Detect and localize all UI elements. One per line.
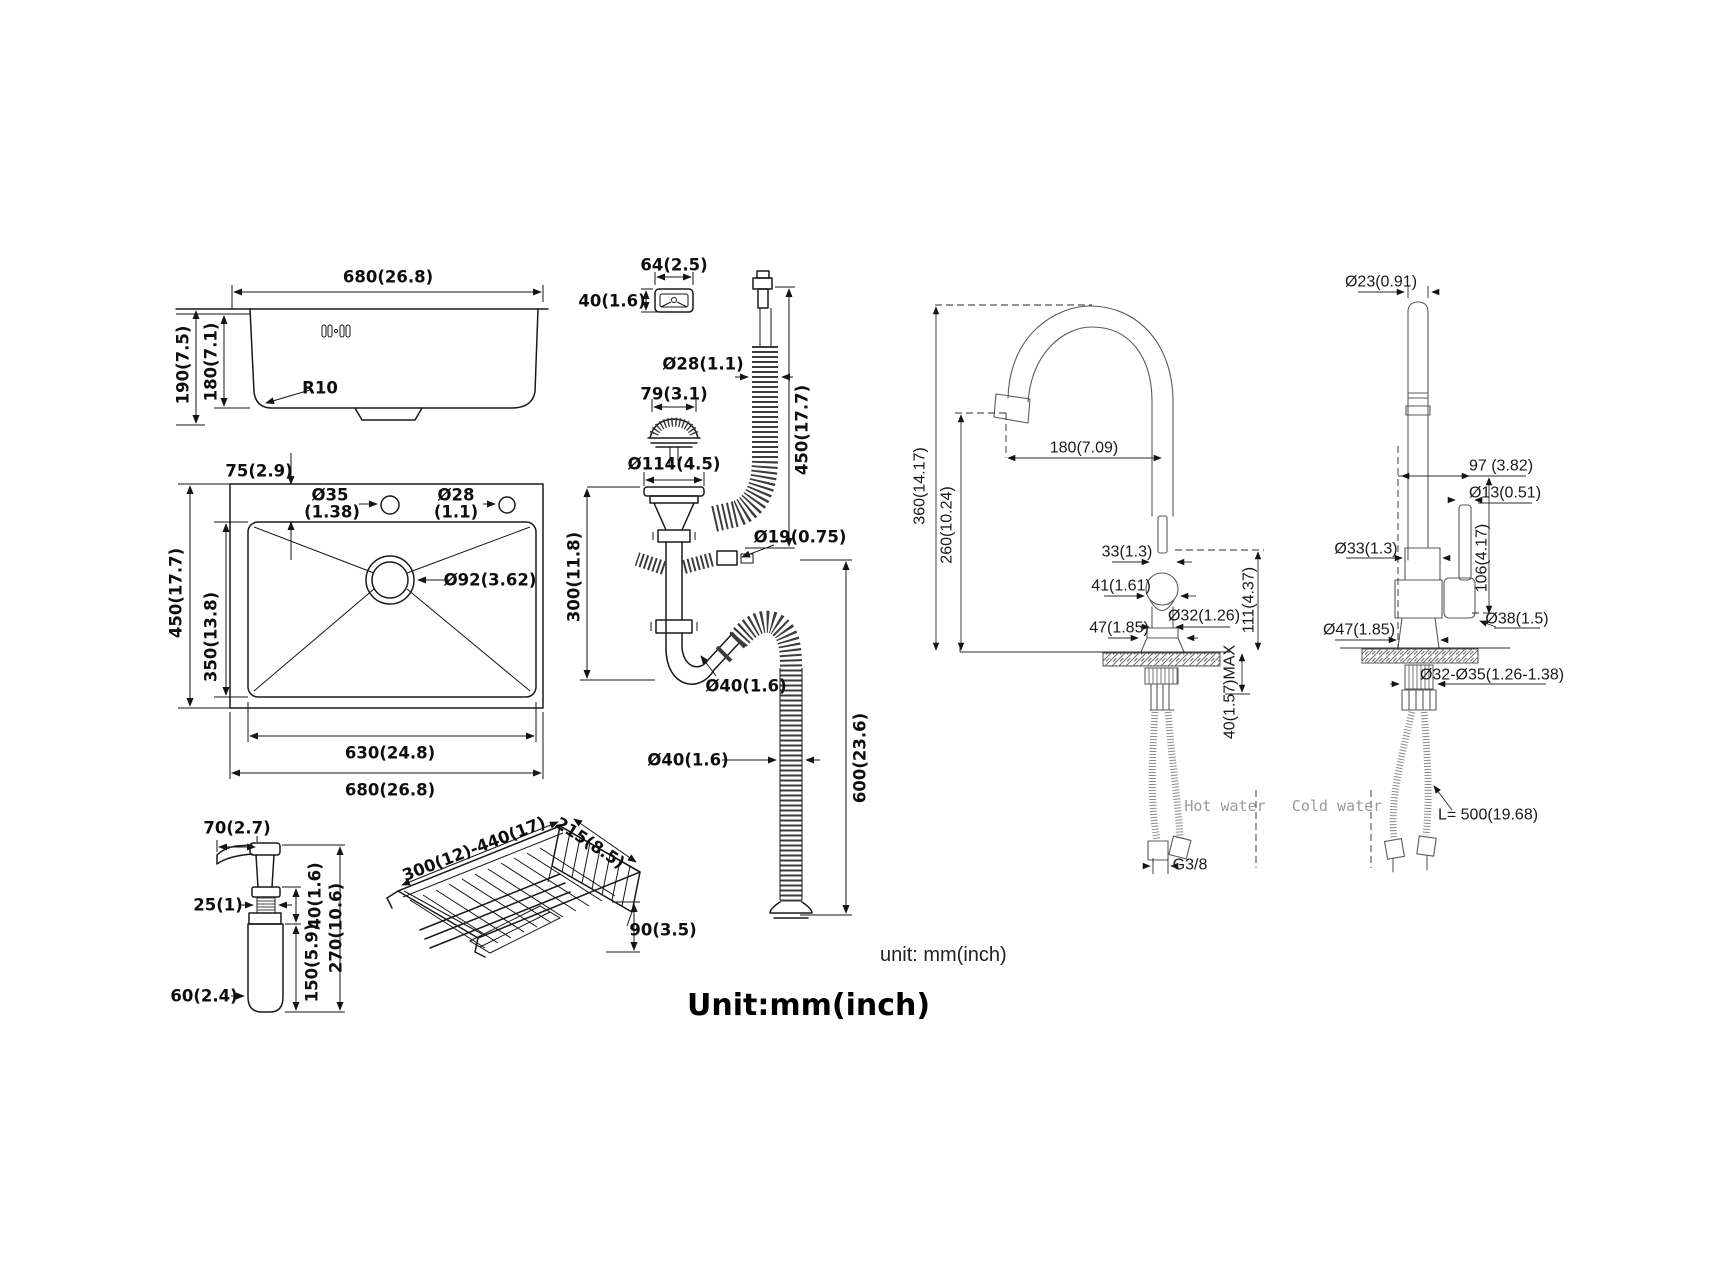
dim-f2-handle-offset: 97 (3.82): [1468, 457, 1534, 475]
dim-overflow-inlet: Ø19(0.75): [753, 527, 847, 547]
dim-f1-spout-height: 260(10.24): [938, 486, 956, 564]
dim-side-width: 680(26.8): [342, 267, 434, 287]
dim-f2-hole-range: Ø32-Ø35(1.26-1.38): [1419, 666, 1565, 684]
dim-top-outer-width: 680(26.8): [344, 780, 436, 800]
dim-side-depth-inner: 180(7.1): [201, 322, 221, 402]
unit-note-primary: Unit:mm(inch): [687, 988, 931, 1023]
dim-basket-height: 90(3.5): [629, 920, 697, 940]
dim-soap-hole-in: (1.1): [433, 502, 479, 522]
sink-top-view-art: [178, 453, 543, 779]
unit-note-secondary: unit: mm(inch): [880, 944, 1007, 966]
label-hot-water: Hot water: [1184, 797, 1266, 815]
dim-f1-neck: 33(1.3): [1101, 543, 1153, 561]
dim-side-depth-outer: 190(7.5): [173, 325, 193, 405]
dim-f1-reach: 180(7.09): [1049, 439, 1119, 457]
sink-side-view-art: [173, 285, 548, 425]
dim-strainer-basket: 79(3.1): [640, 384, 708, 404]
dim-top-outer-depth: 450(17.7): [166, 547, 186, 639]
dim-overflow-hose-dia: Ø28(1.1): [662, 354, 744, 374]
dim-f1-thread: G3/8: [1172, 856, 1208, 874]
dim-strainer-flange: Ø114(4.5): [627, 454, 721, 474]
dim-f1-base: 47(1.85): [1089, 619, 1149, 637]
dim-corner-radius: R10: [302, 378, 338, 398]
brand-mark: [322, 325, 350, 337]
dim-f2-neck: Ø33(1.3): [1334, 540, 1398, 558]
dim-waste-hose-dia: Ø40(1.6): [647, 750, 729, 770]
dim-disp-bottle-d: 60(2.4): [170, 986, 238, 1006]
dim-disp-mount: 40(1.6): [305, 862, 325, 930]
dim-f2-base: Ø47(1.85): [1322, 621, 1396, 639]
dim-f2-handle-dia: Ø13(0.51): [1468, 484, 1542, 502]
dim-basket-length: 300(12)-440(17): [399, 812, 549, 885]
dim-f1-total-height: 360(14.17): [911, 447, 929, 525]
dim-tailpipe-height: 300(11.8): [564, 531, 584, 623]
dim-f1-above-counter: 111(4.37): [1240, 566, 1258, 634]
dim-f2-spout-dia: Ø23(0.91): [1344, 273, 1418, 291]
dim-soap-hole-mm: Ø28: [437, 485, 475, 505]
dim-disp-bottle-h: 150(5.9): [302, 923, 322, 1003]
overflow-plate-art: [641, 272, 693, 312]
dim-f1-ball: 41(1.61): [1091, 577, 1151, 595]
dim-overflow-width: 64(2.5): [640, 255, 708, 275]
dim-f2-handle-height: 106(4.17): [1473, 523, 1491, 593]
dim-bowl-width: 630(24.8): [344, 743, 436, 763]
dim-disp-thread: 25(1): [193, 895, 243, 915]
dim-drain-dia: Ø92(3.62): [443, 570, 537, 590]
dim-overflow-height: 40(1.6): [578, 291, 646, 311]
dim-disp-total: 270(10.6): [326, 882, 346, 974]
dim-disp-spout: 70(2.7): [203, 818, 271, 838]
dim-f2-hose-length: L= 500(19.68): [1437, 806, 1539, 824]
dim-overflow-hose-len: 450(17.7): [792, 384, 812, 476]
dim-faucet-hole-in: (1.38): [304, 502, 360, 522]
dim-bowl-depth: 350(13.8): [201, 591, 221, 683]
faucet-right-art: [1256, 286, 1549, 872]
label-cold-water: Cold water: [1291, 797, 1383, 815]
dim-f2-valve: Ø38(1.5): [1485, 610, 1549, 628]
dim-faucet-hole-mm: Ø35: [311, 485, 349, 505]
dim-trap-dia: Ø40(1.6): [705, 676, 787, 696]
dim-rear-ledge: 75(2.9): [225, 461, 293, 481]
dim-basket-width: 215(8.5): [551, 813, 629, 873]
dim-f1-body: Ø32(1.26): [1167, 607, 1241, 625]
dim-waste-hose-len: 600(23.6): [850, 712, 870, 804]
dim-f1-counter-max: 40(1.57)MAX: [1221, 644, 1239, 740]
